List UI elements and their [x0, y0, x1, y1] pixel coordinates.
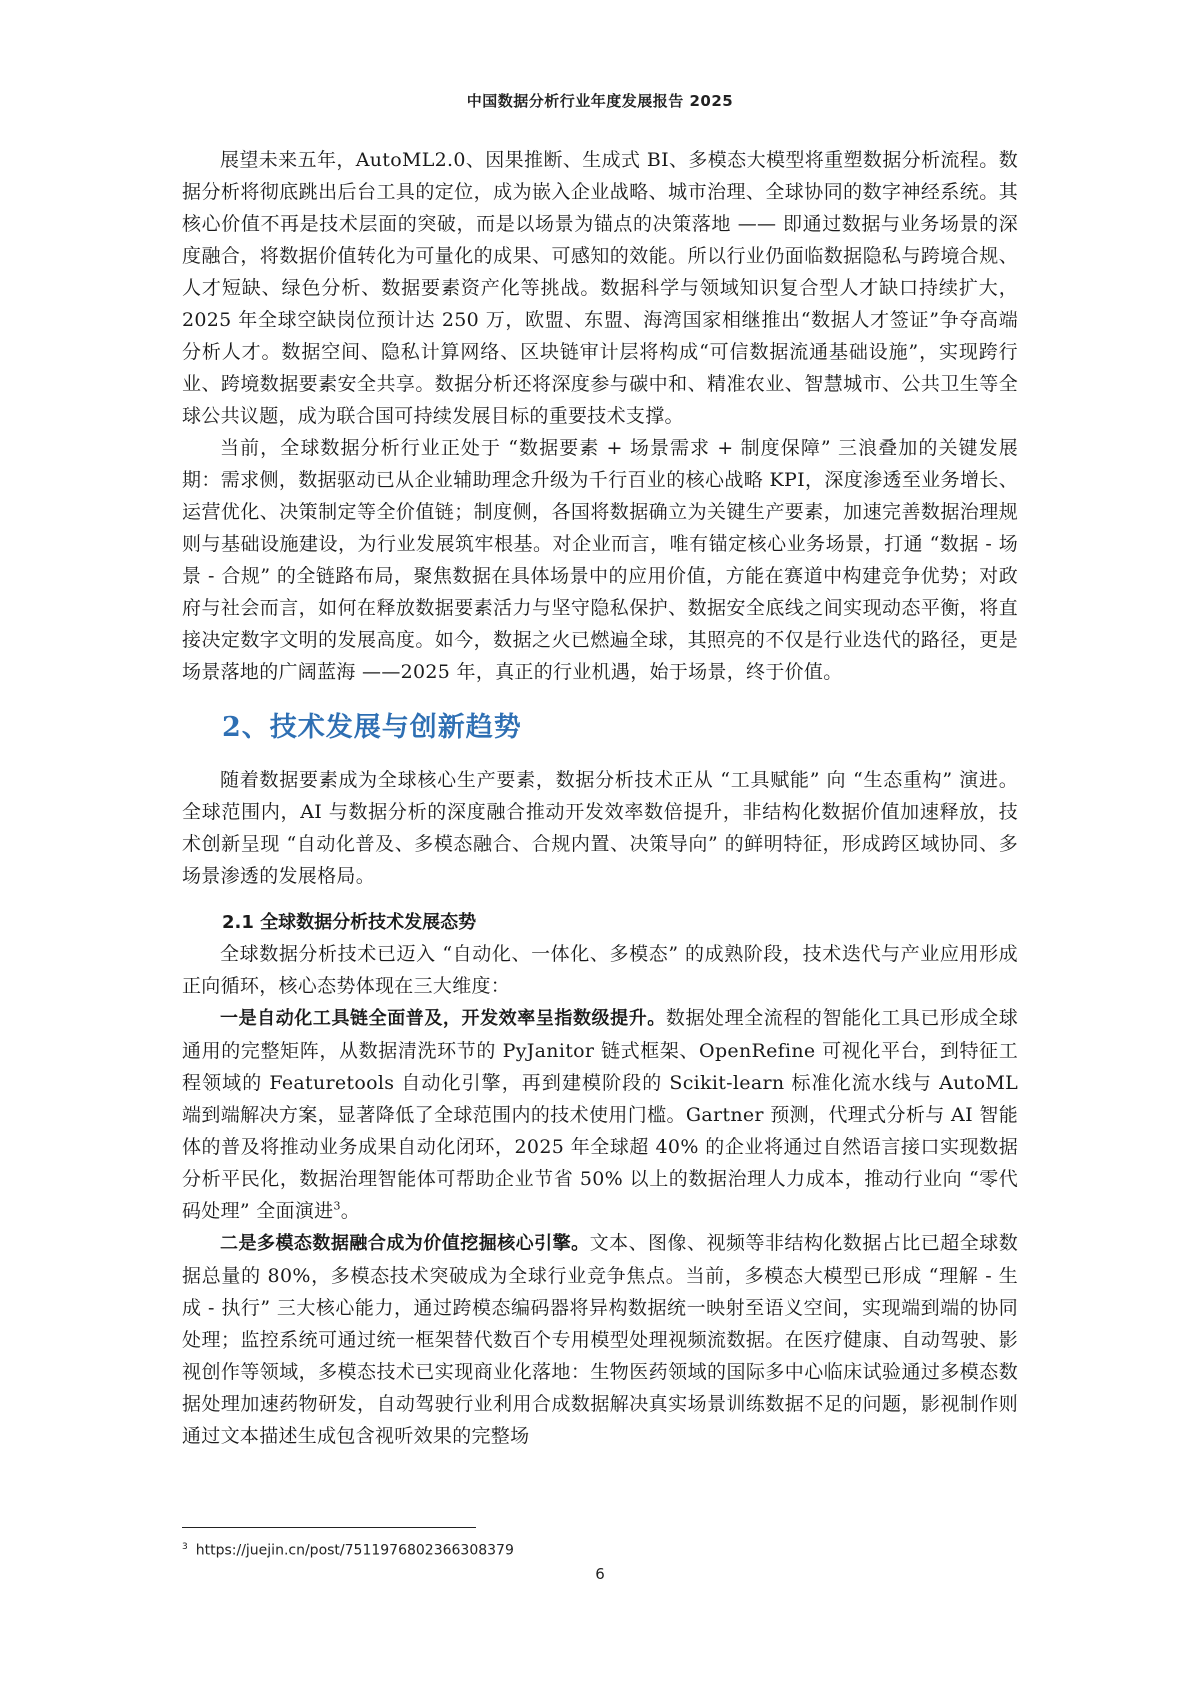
- section-intro-paragraph: 随着数据要素成为全球核心生产要素，数据分析技术正从 “工具赋能” 向 “生态重构” 演进。全球范围内，AI 与数据分析的深度融合推动开发效率数倍提升，非结构化数据价值加速释放，技术创新呈现 “自动化普及、多模态融合、合规内置、决策导向” 的鲜明特征，形成跨区域协同、多场景渗透的发展格局。: [182, 769, 1018, 887]
- point-two-body: 文本、图像、视频等非结构化数据占比已超全球数据总量的 80%，多模态技术突破成为全球行业竞争焦点。当前，多模态大模型已形成 “理解 - 生成 - 执行” 三大核心能力，通过跨模态编码器将异构数据统一映射至语义空间，实现端到端的协同处理；监控系统可通过统一框架替代数百个专用模型处理视频流数据。在医疗健康、自动驾驶、影视创作等领域，多模态技术已实现商业化落地：生物医药领域的国际多中心临床试验通过多模态数据处理加速药物研发，自动驾驶行业利用合成数据解决真实场景训练数据不足的问题，影视制作则通过文本描述生成包含视听效果的完整场: [182, 1232, 1018, 1447]
- footnote-mark: 3: [182, 1542, 188, 1552]
- point-one-lead: 一是自动化工具链全面普及，开发效率呈指数级提升。: [220, 1008, 666, 1029]
- point-two-lead: 二是多模态数据融合成为价值挖掘核心引擎。: [220, 1233, 590, 1254]
- point-one-paragraph: [182, 1002, 1018, 1227]
- running-header: 中国数据分析行业年度发展报告 2025: [466, 92, 734, 110]
- footnote-link[interactable]: https://juejin.cn/post/7511976802366308379: [195, 1542, 514, 1559]
- page-number: 6: [595, 1565, 605, 1583]
- point-two-paragraph: [182, 1227, 1018, 1452]
- intro-paragraph-2: 当前，全球数据分析行业正处于 “数据要素 + 场景需求 + 制度保障” 三浪叠加的关键发展期：需求侧，数据驱动已从企业辅助理念升级为千行百业的核心战略 KPI，深度渗透至业务增长、运营优化、决策制定等全价值链；制度侧，各国将数据确立为关键生产要素，加速完善数据治理规则与基础设施建设，为行业发展筑牢根基。对企业而言，唯有锚定核心业务场景，打通 “数据 - 场景 - 合规” 的全链路布局，聚焦数据在具体场景中的应用价值，方能在赛道中构建竞争优势；对政府与社会而言，如何在释放数据要素活力与坚守隐私保护、数据安全底线之间实现动态平衡，将直接决定数字文明的发展高度。如今，数据之火已燃遍全球，其照亮的不仅是行业迭代的路径，更是场景落地的广阔蓝海 ——2025 年，真正的行业机遇，始于场景，终于价值。: [182, 437, 1018, 683]
- footnote: [182, 1542, 514, 1559]
- page-content: [182, 144, 1018, 1452]
- point-one-body: 数据处理全流程的智能化工具已形成全球通用的完整矩阵，从数据清洗环节的 PyJanitor 链式框架、OpenRefine 可视化平台，到特征工程领域的 Featuretools 自动化引擎，再到建模阶段的 Scikit-learn 标准化流水线与 AutoML 端到端解决方案，显著降低了全球范围内的技术使用门槛。Gartner 预测，代理式分析与 AI 智能体的普及将推动业务成果自动化闭环，2025 年全球超 40% 的企业将通过自然语言接口实现数据分析平民化，数据治理智能体可帮助企业节省 50% 以上的数据治理人力成本，推动行业向 “零代码处理” 全面演进: [182, 1007, 1018, 1222]
- subsection-title: 2.1 全球数据分析技术发展态势: [222, 912, 477, 933]
- subsection-intro-paragraph: 全球数据分析技术已迈入 “自动化、一体化、多模态” 的成熟阶段，技术迭代与产业应用形成正向循环，核心态势体现在三大维度：: [182, 943, 1018, 997]
- footnote-divider: [182, 1527, 476, 1528]
- intro-paragraph-1: 展望未来五年，AutoML2.0、因果推断、生成式 BI、多模态大模型将重塑数据分析流程。数据分析将彻底跳出后台工具的定位，成为嵌入企业战略、城市治理、全球协同的数字神经系统。其核心价值不再是技术层面的突破，而是以场景为锚点的决策落地 —— 即通过数据与业务场景的深度融合，将数据价值转化为可量化的成果、可感知的效能。所以行业仍面临数据隐私与跨境合规、人才短缺、绿色分析、数据要素资产化等挑战。数据科学与领域知识复合型人才缺口持续扩大，2025 年全球空缺岗位预计达 250 万，欧盟、东盟、海湾国家相继推出“数据人才签证”争夺高端分析人才。数据空间、隐私计算网络、区块链审计层将构成“可信数据流通基础设施”，实现跨行业、跨境数据要素安全共享。数据分析还将深度参与碳中和、精准农业、智慧城市、公共卫生等全球公共议题，成为联合国可持续发展目标的重要技术支撑。: [182, 149, 1018, 427]
- point-one-end: 。: [340, 1200, 361, 1222]
- section-title: 2、技术发展与创新趋势: [222, 712, 522, 743]
- footnote-reference[interactable]: 3: [333, 1199, 341, 1213]
